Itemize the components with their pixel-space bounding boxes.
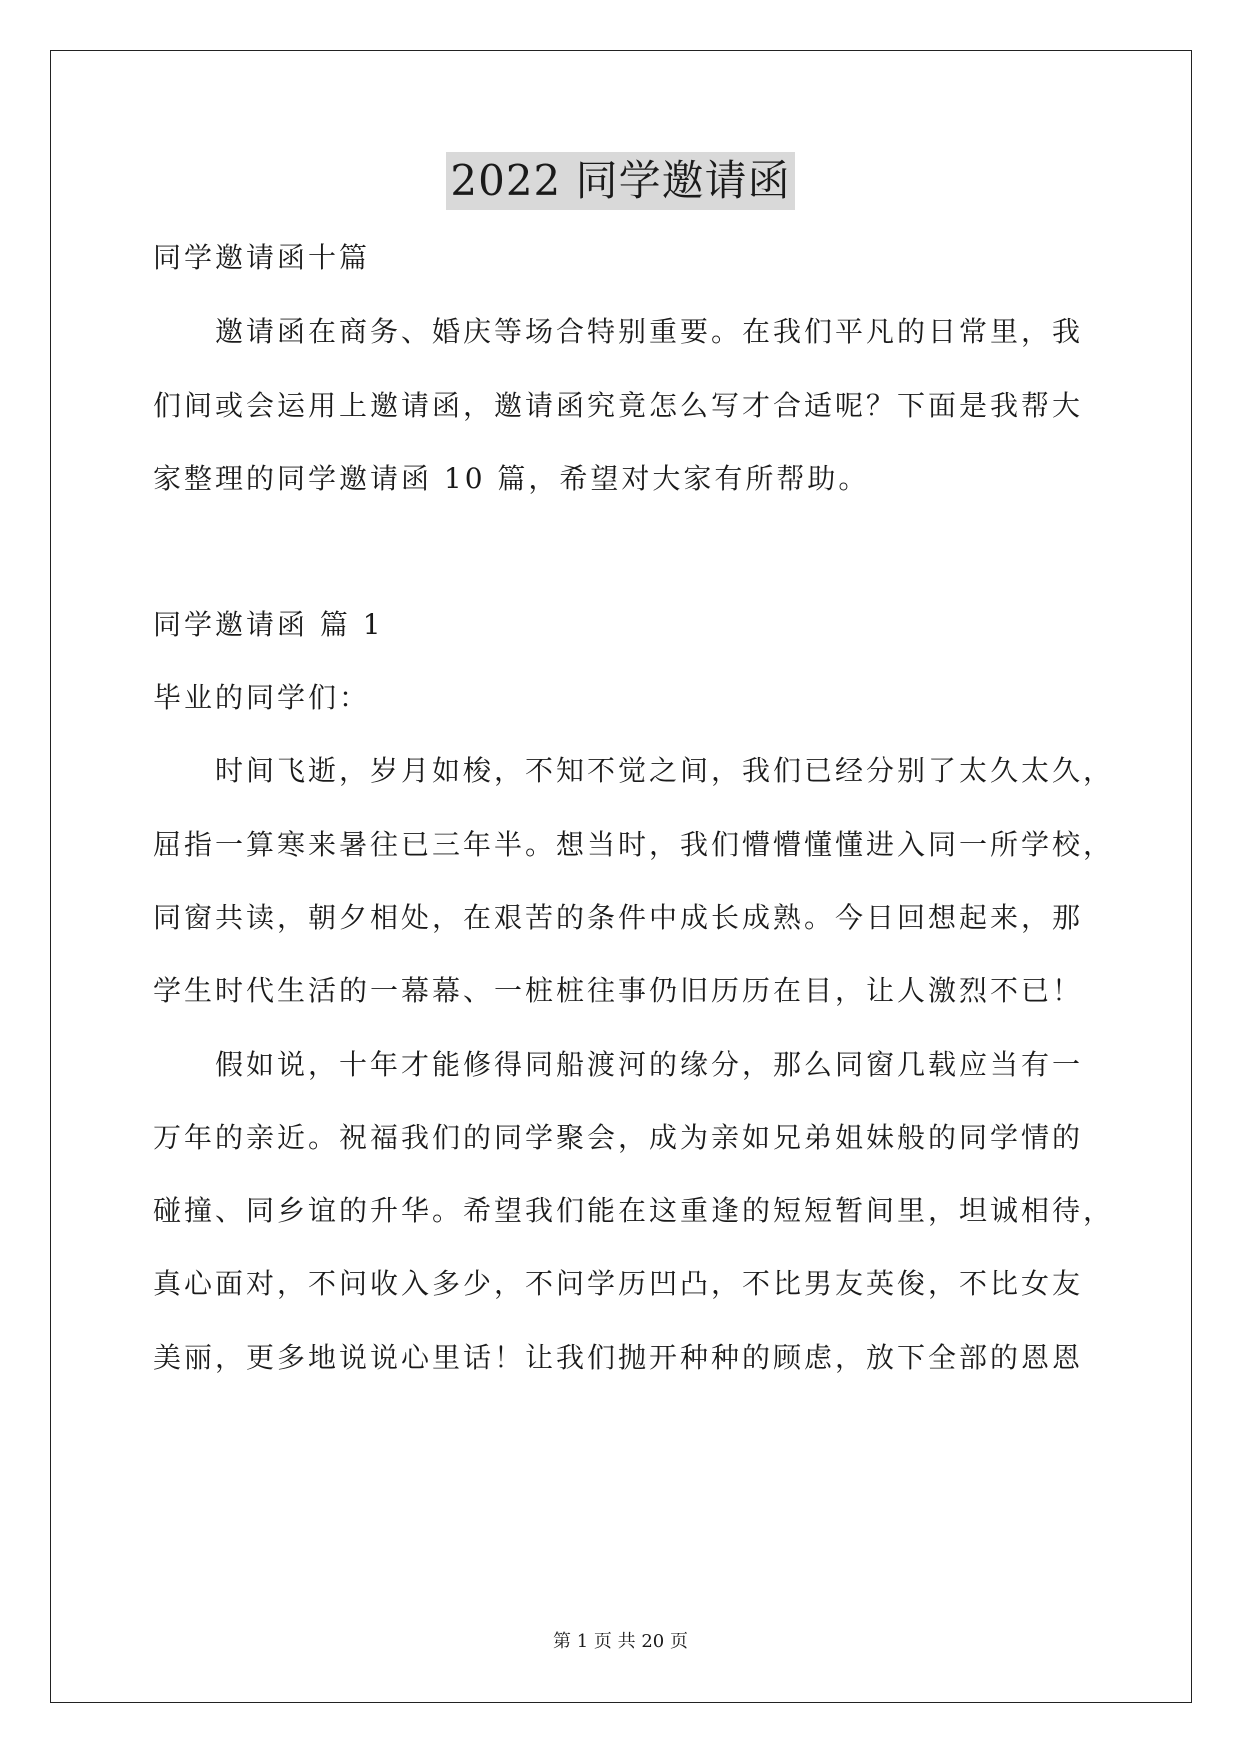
paragraph-line: 碰撞、同乡谊的升华。希望我们能在这重逢的短短暂间里，坦诚相待，: [153, 1194, 1115, 1227]
page-border: [50, 50, 1192, 1703]
salutation-line: 毕业的同学们：: [153, 681, 371, 714]
document-title: 2022 同学邀请函: [446, 152, 794, 210]
paragraph-line: 万年的亲近。祝福我们的同学聚会，成为亲如兄弟姐妹般的同学情的: [153, 1121, 1084, 1154]
paragraph-line: 家整理的同学邀请函 10 篇，希望对大家有所帮助。: [153, 462, 870, 495]
paragraph-line: 同窗共读，朝夕相处，在艰苦的条件中成长成熟。今日回想起来，那: [153, 901, 1084, 934]
paragraph-line: 学生时代生活的一幕幕、一桩桩往事仍旧历历在目，让人激烈不已！: [153, 974, 1084, 1007]
paragraph-line: 邀请函在商务、婚庆等场合特别重要。在我们平凡的日常里，我: [215, 315, 1084, 348]
subtitle-line: 同学邀请函十篇: [153, 241, 371, 274]
paragraph-line: 屈指一算寒来暑往已三年半。想当时，我们懵懵懂懂进入同一所学校，: [153, 828, 1115, 861]
title-wrap: [0, 152, 1241, 210]
paragraph-line: 们间或会运用上邀请函，邀请函究竟怎么写才合适呢？下面是我帮大: [153, 389, 1084, 422]
page-footer: 第 1 页 共 20 页: [553, 1631, 688, 1652]
paragraph-line: 真心面对，不问收入多少，不问学历凹凸，不比男友英俊，不比女友: [153, 1267, 1084, 1300]
section-heading: 同学邀请函 篇 1: [153, 608, 384, 641]
paragraph-line: 美丽，更多地说说心里话！让我们抛开种种的顾虑，放下全部的恩恩: [153, 1341, 1084, 1374]
paragraph-line: 假如说，十年才能修得同船渡河的缘分，那么同窗几载应当有一: [215, 1048, 1084, 1081]
paragraph-line: 时间飞逝，岁月如梭，不知不觉之间，我们已经分别了太久太久，: [215, 754, 1115, 787]
